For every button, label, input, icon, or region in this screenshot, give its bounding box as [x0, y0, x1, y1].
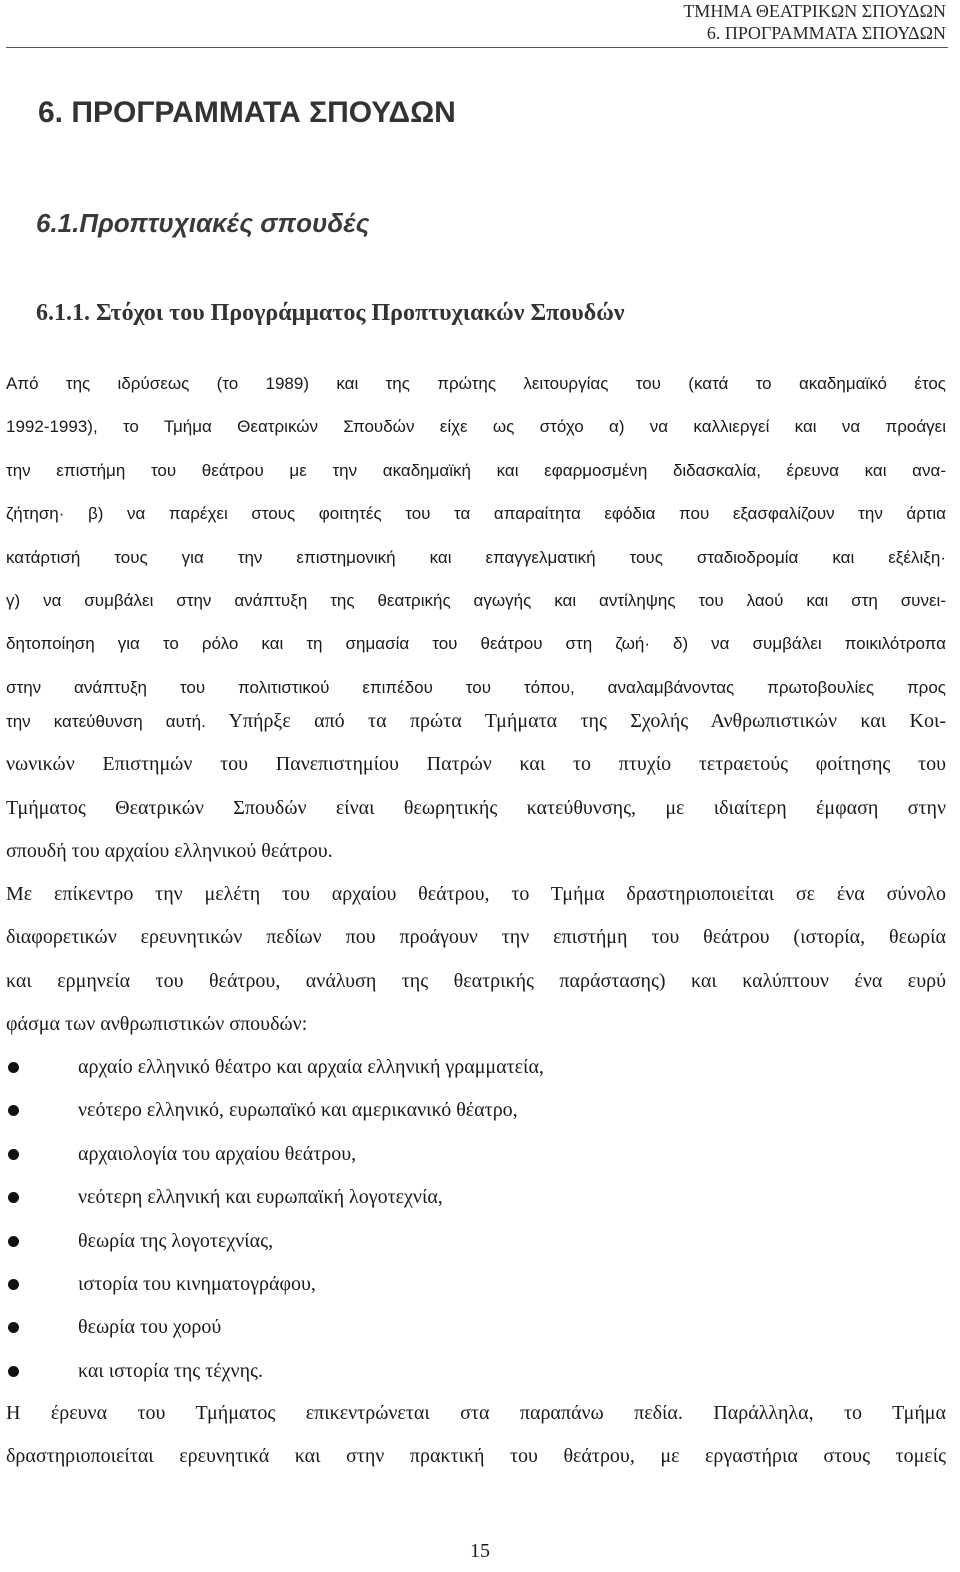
text-line: Τμήματος Θεατρικών Σπουδών είναι θεωρητικής κατεύθυνσης, με ιδιαίτερη έμφαση στην: [6, 796, 946, 819]
page-number: 15: [470, 1540, 490, 1562]
text-line: Η έρευνα του Τμήματος επικεντρώνεται στα παραπάνω πεδία. Παράλληλα, το Τμήμα: [6, 1402, 946, 1424]
list-item-text: νεότερη ελληνική και ευρωπαϊκή λογοτεχνία,: [78, 1186, 443, 1209]
running-header-department: ΤΜΗΜΑ ΘΕΑΤΡΙΚΩΝ ΣΠΟΥΔΩΝ: [683, 1, 946, 21]
text-line: στην ανάπτυξη του πολιτιστικού επιπέδου του τόπου, αναλαμβάνοντας πρωτοβουλίες προς: [6, 677, 946, 697]
bullet-icon: [8, 1192, 19, 1203]
subsection-title: 6.1.1. Στόχοι του Προγράμματος Προπτυχιακών Σπουδών: [36, 300, 625, 326]
paragraph-history: [6, 700, 946, 874]
text-line-segment: Υπήρξε από τα πρώτα Τμήματα της Σχολής Ανθρωπιστικών και Κοι-: [228, 710, 946, 732]
text-line: διαφορετικών ερευνητικών πεδίων που προάγουν την επιστήμη του θεάτρου (ιστορία, θεωρία: [6, 926, 946, 949]
text-line: κατάρτισή τους για την επιστημονική και επαγγελματική τους σταδιοδρομία και εξέλιξη·: [6, 547, 946, 567]
text-line: και ερμηνεία του θεάτρου, ανάλυση της θεατρικής παράστασης) και καλύπτουν ένα ευρύ: [6, 969, 946, 992]
list-item-text: και ιστορία της τέχνης.: [78, 1359, 263, 1382]
text-line: νωνικών Επιστημών του Πανεπιστημίου Πατρών και το πτυχίο τετραετούς φοίτησης του: [6, 753, 946, 776]
chapter-title: 6. ΠΡΟΓΡΑΜΜΑΤΑ ΣΠΟΥΔΩΝ: [38, 96, 456, 129]
bullet-icon: [8, 1279, 19, 1290]
list-item: [6, 1176, 906, 1219]
text-line: την επιστήμη του θεάτρου με την ακαδημαϊκή και εφαρμοσμένη διδασκαλία, έρευνα και ανα-: [6, 460, 946, 480]
text-line: φάσμα των ανθρωπιστικών σπουδών:: [6, 1013, 308, 1036]
paragraph-goals: [6, 362, 946, 709]
list-item-text: αρχαιολογία του αρχαίου θεάτρου,: [78, 1142, 357, 1165]
list-item: [6, 1350, 906, 1393]
header-divider: [6, 47, 948, 48]
list-item: [6, 1046, 906, 1089]
text-line: δητοποίηση για το ρόλο και τη σημασία του θεάτρου στη ζωή· δ) να συμβάλει ποικιλότροπα: [6, 634, 946, 654]
text-line: δραστηριοποιείται ερευνητικά και στην πρακτική του θεάτρου, με εργαστήρια στους τομείς: [6, 1445, 946, 1468]
text-line: ζήτηση· β) να παρέχει στους φοιτητές του τα απαραίτητα εφόδια που εξασφαλίζουν την άρτια: [6, 504, 946, 524]
bullet-icon: [8, 1149, 19, 1160]
research-fields-list: [6, 1046, 906, 1393]
bullet-icon: [8, 1062, 19, 1073]
text-line: γ) να συμβάλει στην ανάπτυξη της θεατρικής αγωγής και αντίληψης του λαού και στη συνει-: [6, 590, 946, 610]
list-item: [6, 1089, 906, 1132]
text-line: Με επίκεντρο την μελέτη του αρχαίου θεάτρου, το Τμήμα δραστηριοποιείται σε ένα σύνολο: [6, 883, 946, 905]
bullet-icon: [8, 1105, 19, 1116]
running-header: [683, 0, 946, 44]
list-item-text: θεωρία της λογοτεχνίας,: [78, 1229, 274, 1252]
list-item: [6, 1306, 906, 1349]
bullet-icon: [8, 1236, 19, 1247]
list-item-text: ιστορία του κινηματογράφου,: [78, 1272, 316, 1295]
list-item-text: αρχαίο ελληνικό θέατρο και αρχαία ελληνική γραμματεία,: [78, 1056, 544, 1078]
section-title: 6.1.Προπτυχιακές σπουδές: [36, 208, 370, 238]
bullet-icon: [8, 1322, 19, 1333]
text-line: σπουδή του αρχαίου ελληνικού θεάτρου.: [6, 840, 333, 863]
list-item: [6, 1133, 906, 1176]
list-item: [6, 1263, 906, 1306]
running-header-chapter: 6. ΠΡΟΓΡΑΜΜΑΤΑ ΣΠΟΥΔΩΝ: [706, 23, 946, 43]
paragraph-goals-ending: την κατεύθυνση αυτή.: [6, 712, 206, 731]
list-item: [6, 1220, 906, 1263]
bullet-icon: [8, 1366, 19, 1377]
text-line: [6, 700, 946, 743]
paragraph-research-focus: [6, 1392, 946, 1479]
paragraph-research-fields: [6, 873, 946, 1047]
text-line: 1992-1993), το Τμήμα Θεατρικών Σπουδών είχε ως στόχο α) να καλλιεργεί και να προάγει: [6, 417, 946, 437]
text-line: Από της ιδρύσεως (το 1989) και της πρώτης λειτουργίας του (κατά το ακαδημαϊκό έτος: [6, 374, 946, 393]
list-item-text: νεότερο ελληνικό, ευρωπαϊκό και αμερικανικό θέατρο,: [78, 1099, 518, 1122]
list-item-text: θεωρία του χορού: [78, 1316, 222, 1339]
